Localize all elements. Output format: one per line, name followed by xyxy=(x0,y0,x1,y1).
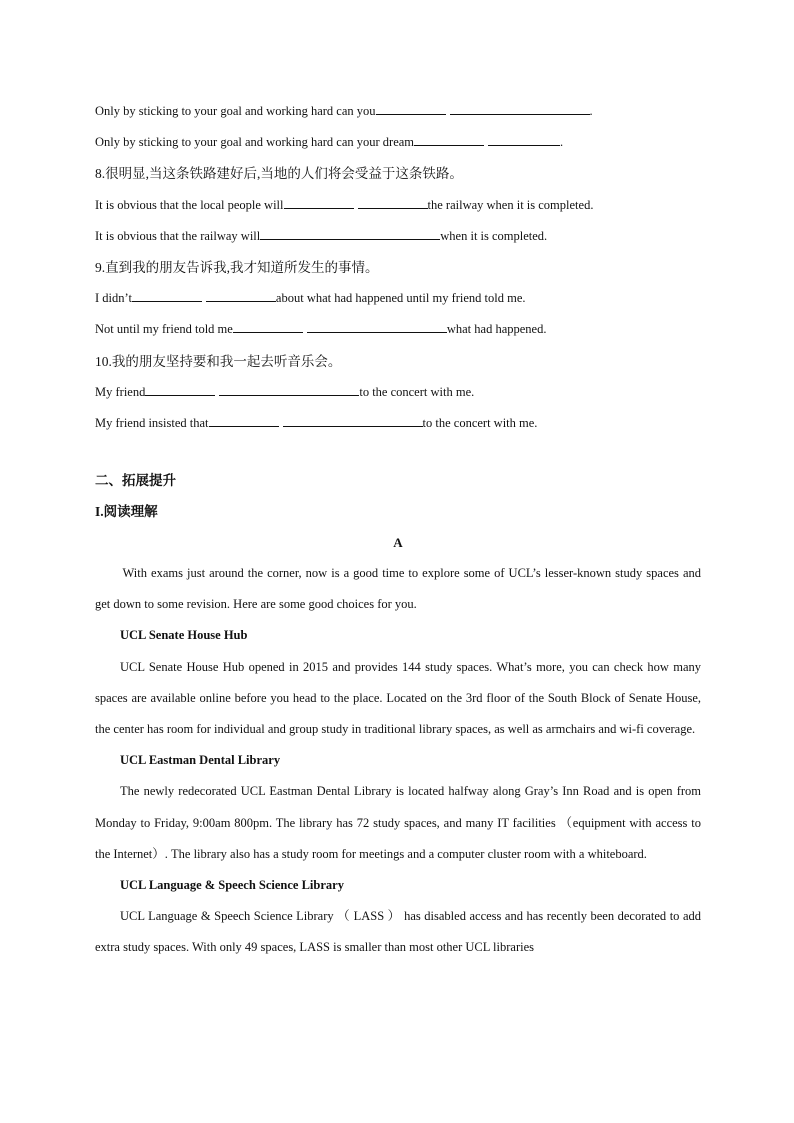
exercise-text: about what had happened until my friend told me. xyxy=(275,291,526,306)
exercise-text: the railway when it is completed. xyxy=(427,197,594,212)
section-title: 二、拓展提升 xyxy=(95,473,176,489)
exercise-line xyxy=(95,127,701,158)
exercise-line xyxy=(95,314,701,345)
answer-blank[interactable] xyxy=(219,383,359,396)
answer-blank[interactable] xyxy=(414,133,484,146)
exercise-line xyxy=(95,377,701,408)
exercise-text: when it is completed. xyxy=(440,228,548,243)
heading-lass-library: UCL Language & Speech Science Library xyxy=(120,878,344,893)
exercise-text: It is obvious that the railway will xyxy=(95,228,261,243)
exercise-text: My friend xyxy=(95,384,146,399)
answer-blank[interactable] xyxy=(307,320,447,333)
exercise-line xyxy=(95,221,701,252)
answer-blank[interactable] xyxy=(284,196,354,209)
question-10: 10.我的朋友坚持要和我一起去听音乐会。 xyxy=(95,353,342,369)
exercise-text: My friend insisted that xyxy=(95,415,209,430)
paragraph-senate-house-hub: UCL Senate House Hub opened in 2015 and provides 144 study spaces. What’s more, you can check how many spaces are available online before you head to the place. Located on the 3rd floor of the South Block of Senate House, the center has room for individual and group study in traditional library spaces, as well as armchairs and wi-fi coverage. xyxy=(95,659,701,737)
exercise-text: what had happened. xyxy=(446,322,547,337)
answer-blank[interactable] xyxy=(233,320,303,333)
exercise-text: . xyxy=(560,135,564,150)
exercise-text: to the concert with me. xyxy=(359,384,475,399)
passage-intro: With exams just around the corner, now is a good time to explore some of UCL’s lesser-known study spaces and get down to some revision. Here are some good choices for you. xyxy=(95,566,701,612)
answer-blank[interactable] xyxy=(260,227,440,240)
answer-blank[interactable] xyxy=(206,289,276,302)
section-subtitle: I.阅读理解 xyxy=(95,504,158,520)
exercise-text: I didn’t xyxy=(95,291,132,306)
exercise-text: Only by sticking to your goal and working hard can you xyxy=(95,104,376,118)
document-page xyxy=(95,96,701,964)
exercise-line xyxy=(95,190,701,221)
answer-blank[interactable] xyxy=(283,414,423,427)
exercise-text: . xyxy=(589,104,593,118)
heading-eastman-dental-library: UCL Eastman Dental Library xyxy=(120,753,281,768)
exercise-text: Not until my friend told me xyxy=(95,322,233,337)
answer-blank[interactable] xyxy=(358,196,428,209)
exercise-text: to the concert with me. xyxy=(422,415,538,430)
exercise-line xyxy=(95,408,701,439)
paragraph-eastman-dental-library: The newly redecorated UCL Eastman Dental Library is located halfway along Gray’s Inn Road and is open from Monday to Friday, 9:00am 800pm. The library has 72 study spaces, and many IT facilities （equipment with access to the Internet）. The library also has a study room for meetings and a computer cluster room with a whiteboard. xyxy=(95,784,701,861)
exercise-text: It is obvious that the local people will xyxy=(95,197,284,212)
passage-label: A xyxy=(393,535,403,551)
exercise-line xyxy=(95,283,701,314)
answer-blank[interactable] xyxy=(376,102,446,115)
answer-blank[interactable] xyxy=(488,133,560,146)
answer-blank[interactable] xyxy=(450,102,590,115)
heading-senate-house-hub: UCL Senate House Hub xyxy=(120,628,248,643)
exercise-line xyxy=(95,96,701,127)
paragraph-lass-library: UCL Language & Speech Science Library （ LASS ） has disabled access and has recently been decorated to add extra study spaces. With only 49 spaces, LASS is smaller than most other UCL libraries xyxy=(95,909,701,955)
exercise-text: Only by sticking to your goal and working hard can your dream xyxy=(95,135,415,150)
question-8: 8.很明显,当这条铁路建好后,当地的人们将会受益于这条铁路。 xyxy=(95,166,463,182)
answer-blank[interactable] xyxy=(132,289,202,302)
question-9: 9.直到我的朋友告诉我,我才知道所发生的事情。 xyxy=(95,259,379,275)
answer-blank[interactable] xyxy=(209,414,279,427)
answer-blank[interactable] xyxy=(145,383,215,396)
